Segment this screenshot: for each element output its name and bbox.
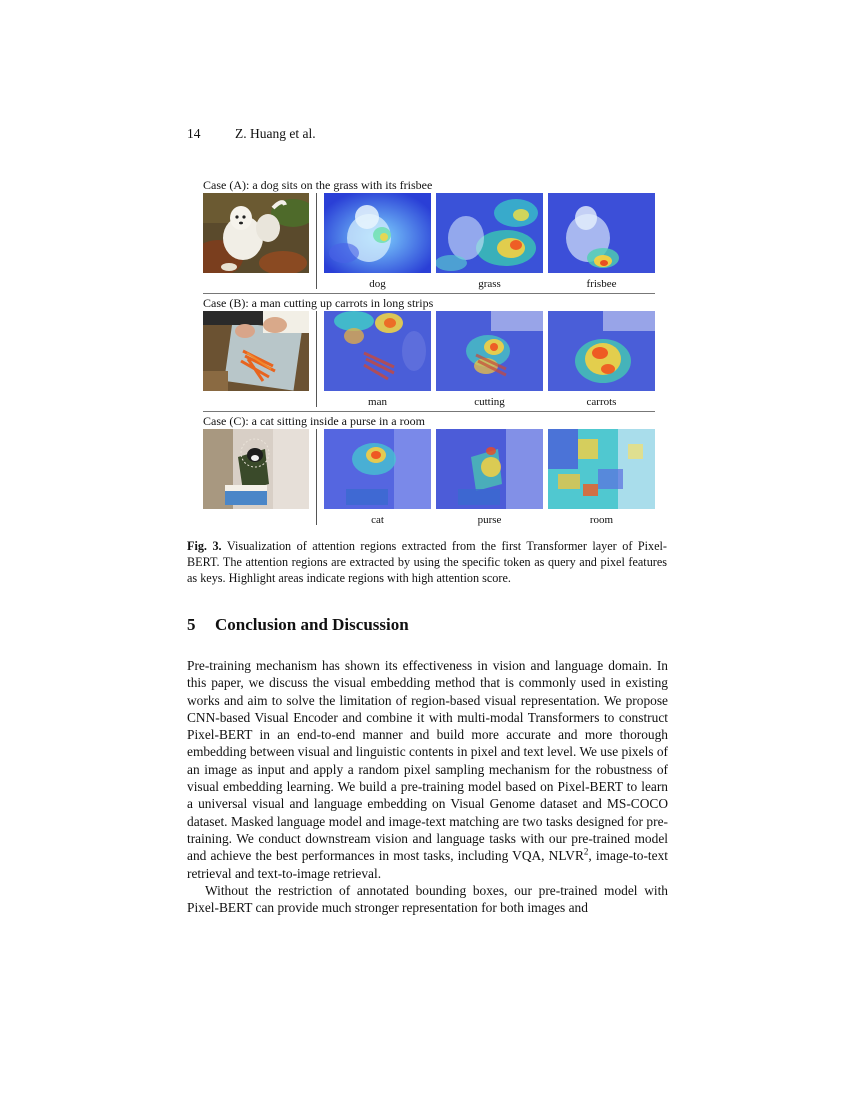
case-c-attention-purse	[436, 429, 543, 509]
case-c	[203, 413, 655, 531]
case-c-token-2: purse	[477, 514, 502, 526]
case-separator	[203, 411, 655, 412]
figure-caption	[187, 538, 667, 586]
caption-label: Fig. 3.	[187, 539, 222, 553]
case-c-attention-room	[548, 429, 655, 509]
case-b-token-2: cutting	[474, 396, 505, 408]
case-b-attention-carrots	[548, 311, 655, 391]
page-number: 14	[187, 126, 201, 141]
paragraph-text: Pre-training mechanism has shown its effectiveness in vision and language domain. In this paper, we discuss the visual embedding method that is commonly used in existing works and aim to solve the limitation of region-based visual representation. We propose CNN-based Visual Encoder and combine it with multi-modal Transformers to construct Pixel-BERT in an end-to-end manner and build more accurate and more thorough embedding between visual and linguistic contents in pixel and text level. We use pixels of an image as input and apply a random pixel sampling mechanism for the robustness of visual embedding learning. We build a pre-training model based on Pixel-BERT to learn a universal visual and language embedding on Visual Genome dataset and MS-COCO dataset. Masked language model and image-text matching are two tasks designed for pre-training. We conduct downstream vision and language tasks with our pre-trained model and achieve the best performances in most tasks, including VQA, NLVR	[187, 658, 668, 864]
case-b-token-3: carrots	[586, 396, 617, 408]
case-c-title: Case (C): a cat sitting inside a purse in a room	[203, 414, 425, 428]
case-b-title: Case (B): a man cutting up carrots in long strips	[203, 296, 434, 310]
case-c-attention-cat	[324, 429, 431, 509]
case-b-attention-cutting	[436, 311, 543, 391]
case-b-attention-man	[324, 311, 431, 391]
case-a-attention-dog	[324, 193, 431, 273]
section-title: Conclusion and Discussion	[215, 615, 409, 634]
case-c-token-1: cat	[371, 514, 384, 526]
case-a	[203, 177, 655, 295]
case-b-token-1: man	[368, 396, 387, 408]
case-c-original-image	[203, 429, 309, 509]
case-a-title: Case (A): a dog sits on the grass with its frisbee	[203, 178, 433, 192]
case-separator	[203, 293, 655, 294]
paragraph	[187, 657, 668, 882]
running-head-authors: Z. Huang et al.	[235, 126, 316, 141]
caption-text: Visualization of attention regions extracted from the first Transformer layer of Pixel-BERT. The attention regions are extracted by using the specific token as query and pixel features as keys. Highlight areas indicate regions with high attention score.	[187, 539, 667, 585]
paragraph-text: , image-to-text retrieval and text-to-image retrieval.	[187, 848, 669, 881]
section-number: 5	[187, 615, 196, 634]
case-a-token-2: grass	[478, 278, 501, 290]
case-a-attention-grass	[436, 193, 543, 273]
case-a-attention-frisbee	[548, 193, 655, 273]
case-a-token-1: dog	[369, 278, 386, 290]
case-b-original-image	[203, 311, 309, 391]
section-heading	[187, 615, 409, 635]
body-text	[187, 657, 668, 916]
paragraph: Without the restriction of annotated bounding boxes, our pre-trained model with Pixel-BERT can provide much stronger representation for both images and	[187, 882, 668, 916]
attention-figure	[203, 177, 655, 531]
running-head	[187, 126, 316, 142]
case-a-token-3: frisbee	[586, 278, 617, 290]
superscript: 2	[583, 846, 589, 857]
case-c-token-3: room	[589, 514, 614, 526]
case-b	[203, 295, 655, 413]
case-a-original-image	[203, 193, 309, 273]
